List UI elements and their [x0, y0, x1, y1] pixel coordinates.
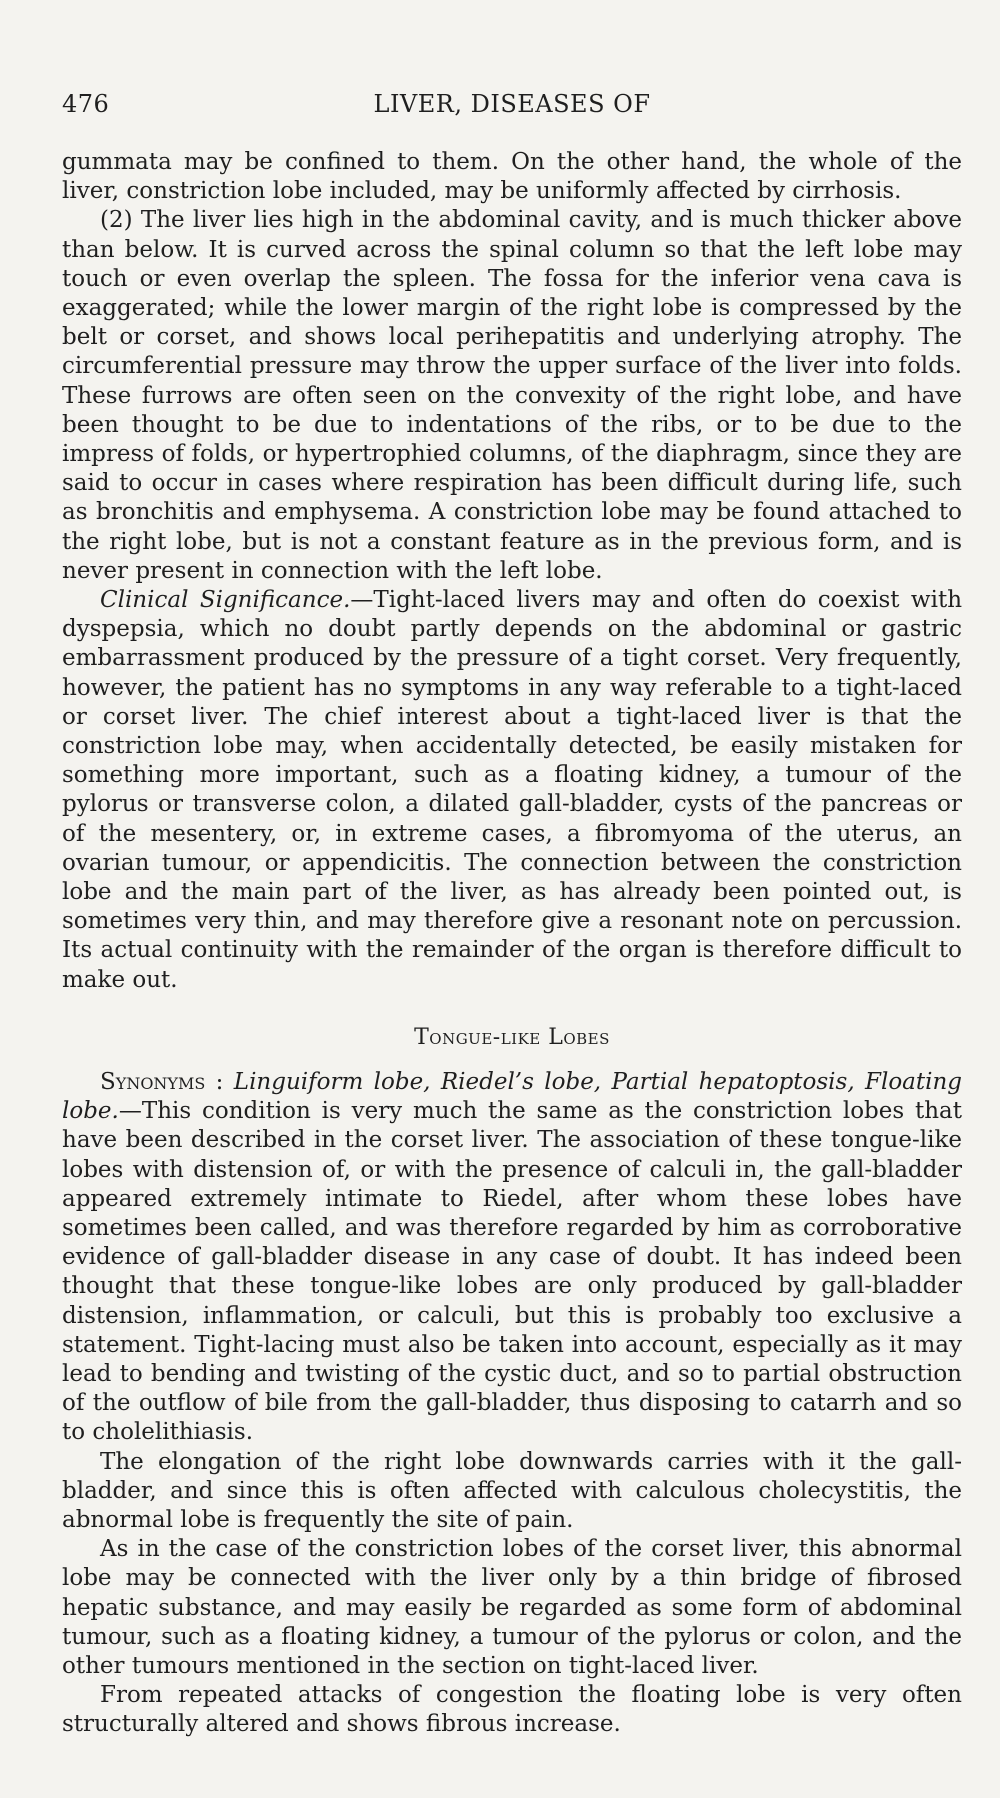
synonyms-text: —This condition is very much the same as the constriction lobes that have been described in the corset liver. The association of these tongue-like lobes with distension of, or with the presence of calculi in, the gall-bladder appeared extremely intimate to Riedel, after whom these lobes have sometimes been called, and was therefore regarded by him as corroborative evidence of gall-bladder disease in any case of doubt. It has indeed been thought that these tongue-like lobes are only produced by gall-bladder distension, inflammation, or calculi, but this is probably too exclusive a statement. Tight-lacing must also be taken into account, especially as it may lead to bending and twisting of the cystic duct, and so to partial obstruction of the outflow of bile from the gall-bladder, thus disposing to catarrh and so to cholelithiasis.	[62, 1098, 962, 1446]
synonyms-list: Linguiform lobe, Riedel’s lobe, Partial hepatoptosis, Floating lobe.	[62, 1068, 963, 1125]
paragraph-7: From repeated attacks of congestion the floating lobe is very often structurally altered and shows fibrous increase.	[62, 1682, 962, 1738]
paragraph-6: As in the case of the constriction lobes of the corset liver, this abnormal lobe may be connected with the liver only by a thin bridge of fibrosed hepatic substance, and may easily be regarded as some form of abdominal tumour, such as a floating kidney, a tumour of the pylorus or colon, and the other tumours mentioned in the section on tight-laced liver.	[62, 1536, 962, 1679]
body-text	[62, 148, 962, 1740]
paragraph-synonyms	[62, 1068, 962, 1448]
section-heading: Tongue-like Lobes	[414, 1024, 610, 1050]
clinical-significance-text: —Tight-laced livers may and often do coexist with dyspepsia, which no doubt partly depends on the abdominal or gastric embarrassment produced by the pressure of a tight corset. Very frequently, however, the patient has no symptoms in any way referable to a tight-laced or corset liver. The chief interest about a tight-laced liver is that the constriction lobe may, when accidentally detected, be easily mistaken for something more important, such as a floating kidney, a tumour of the pylorus or transverse colon, a dilated gall-bladder, cysts of the pancreas or of the mesentery, or, in extreme cases, a fibromyoma of the uterus, an ovarian tumour, or appendicitis. The connection between the constriction lobe and the main part of the liver, as has already been pointed out, is sometimes very thin, and may therefore give a resonant note on percussion. Its actual continuity with the remainder of the organ is therefore difficult to make out.	[62, 587, 963, 993]
page-number: 476	[62, 90, 110, 118]
paragraph-5: The elongation of the right lobe downwards carries with it the gall-bladder, and since this is often affected with calculous cholecystitis, the abnormal lobe is frequently the site of pain.	[62, 1448, 962, 1533]
running-title: LIVER, DISEASES OF	[373, 90, 651, 118]
paragraph-2: (2) The liver lies high in the abdominal cavity, and is much thicker above than below. It is curved across the spinal column so that the left lobe may touch or even overlap the spleen. The fossa for the inferior vena cava is exaggerated; while the lower margin of the right lobe is compressed by the belt or corset, and shows local perihepatitis and underlying atrophy. The circumferential pressure may throw the upper surface of the liver into folds. These furrows are often seen on the convexity of the right lobe, and have been thought to be due to indentations of the ribs, or to be due to the impress of folds, or hypertrophied columns, of the diaphragm, since they are said to occur in cases where respiration has been difficult during life, such as bronchitis and emphysema. A constriction lobe may be found attached to the right lobe, but is not a constant feature as in the previous form, and is never present in connection with the left lobe.	[62, 207, 962, 584]
paragraph-clinical-significance	[62, 586, 962, 995]
running-head	[62, 78, 962, 118]
clinical-significance-label: Clinical Significance.	[100, 587, 351, 614]
paragraph-1: gummata may be confined to them. On the other hand, the whole of the liver, constriction lobe included, may be uniformly affected by cirrhosis.	[62, 149, 962, 205]
synonyms-label: Synonyms :	[100, 1068, 224, 1095]
